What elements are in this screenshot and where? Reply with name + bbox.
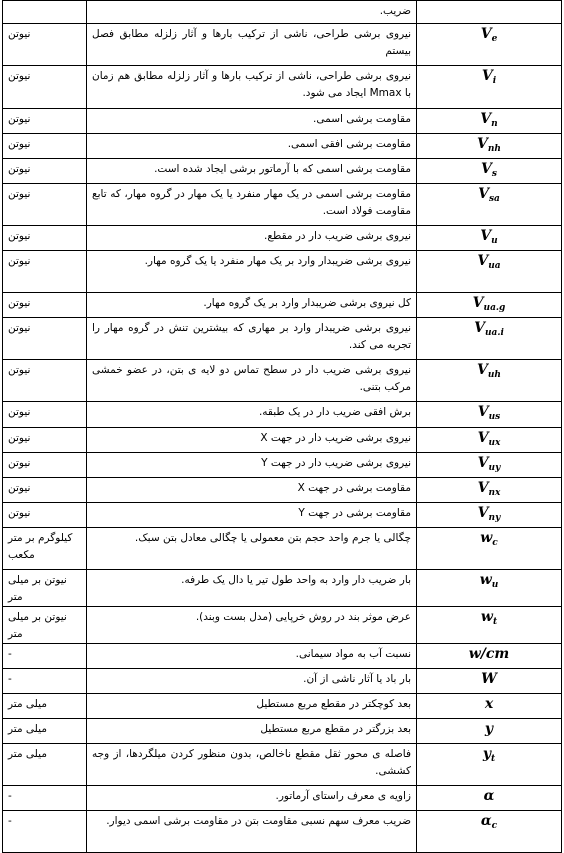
table-row bbox=[3, 318, 562, 360]
table-row bbox=[3, 293, 562, 318]
symbol-main: V bbox=[472, 295, 484, 312]
description-cell: مقاومت برشی اسمی که با آرماتور برشی ایجاد شده است. bbox=[87, 159, 417, 184]
symbol-subscript: ny bbox=[488, 512, 501, 523]
symbol-main: V bbox=[477, 454, 489, 471]
symbol-main: y bbox=[482, 746, 491, 763]
symbol-subscript: us bbox=[488, 412, 501, 423]
description-cell: نیروی برشی ضریبدار وارد بر مهاری که بیشترین تنش در گروه مهار را تجربه می کند. bbox=[87, 318, 417, 360]
unit-cell bbox=[3, 1, 87, 24]
description-cell: بار باد یا آثار ناشی از آن. bbox=[87, 669, 417, 694]
symbol-main: V bbox=[480, 26, 492, 42]
symbol-main: V bbox=[477, 253, 489, 270]
symbol-subscript: n bbox=[491, 119, 498, 130]
symbol-subscript: ua.i bbox=[484, 328, 504, 339]
table-row bbox=[3, 643, 562, 668]
table-row bbox=[3, 226, 562, 251]
description-cell: ضریب. bbox=[87, 1, 417, 24]
unit-cell: نیوتن bbox=[3, 134, 87, 159]
description-cell: مقاومت برشی اسمی در یک مهار منفرد یا یک مهار در گروه مهار، که تابع مقاومت فولاد است. bbox=[87, 184, 417, 226]
symbol-cell bbox=[417, 811, 562, 853]
unit-cell: نیوتن bbox=[3, 477, 87, 502]
symbol-main: V bbox=[477, 136, 488, 153]
symbol-subscript: uy bbox=[488, 462, 501, 473]
symbol-cell bbox=[417, 669, 562, 694]
table-row bbox=[3, 159, 562, 184]
symbol-subscript: ua bbox=[488, 261, 501, 272]
symbol-main: w/cm bbox=[468, 645, 510, 662]
table-row bbox=[3, 786, 562, 811]
description-cell: فاصله ی محور ثقل مقطع ناخالص، بدون منظور کردن میلگردها، از وجه کششی. bbox=[87, 744, 417, 786]
symbol-subscript: nh bbox=[487, 144, 501, 155]
symbol-main: V bbox=[477, 504, 489, 521]
table-row bbox=[3, 427, 562, 452]
symbol-main: w bbox=[480, 529, 493, 546]
symbol-subscript: nx bbox=[488, 487, 501, 498]
symbol-main: V bbox=[477, 429, 489, 446]
description-cell: چگالی یا جرم واحد حجم بتن معمولی یا چگالی معادل بتن سبک. bbox=[87, 527, 417, 569]
symbol-main: w bbox=[480, 608, 493, 625]
unit-cell: نیوتن bbox=[3, 24, 87, 66]
symbol-cell bbox=[417, 643, 562, 668]
description-cell: ضریب معرف سهم نسبی مقاومت بتن در مقاومت برشی اسمی دیوار. bbox=[87, 811, 417, 853]
symbol-subscript: s bbox=[491, 169, 497, 180]
table-row bbox=[3, 134, 562, 159]
description-cell: بار ضریب دار وارد به واحد طول تیر یا دال یک طرفه. bbox=[87, 569, 417, 606]
unit-cell: میلی متر bbox=[3, 744, 87, 786]
table-row bbox=[3, 811, 562, 853]
table-row bbox=[3, 360, 562, 402]
symbol-subscript: t bbox=[492, 617, 498, 628]
unit-cell: نیوتن بر میلی متر bbox=[3, 569, 87, 606]
symbol-cell bbox=[417, 427, 562, 452]
table-row bbox=[3, 184, 562, 226]
unit-cell: نیوتن bbox=[3, 502, 87, 527]
table-row bbox=[3, 109, 562, 134]
table-row bbox=[3, 502, 562, 527]
unit-cell: - bbox=[3, 669, 87, 694]
table-row bbox=[3, 669, 562, 694]
unit-cell: نیوتن bbox=[3, 402, 87, 427]
symbol-main: V bbox=[480, 228, 492, 245]
unit-cell: نیوتن bbox=[3, 251, 87, 293]
description-cell: عرض موثر بند در روش خرپایی (مدل بست وبند). bbox=[87, 606, 417, 643]
symbol-cell bbox=[417, 527, 562, 569]
symbol-cell bbox=[417, 786, 562, 811]
symbol-main: V bbox=[474, 320, 485, 337]
description-cell: نیروی برشی ضریب دار در جهت Y bbox=[87, 452, 417, 477]
symbol-subscript: sa bbox=[488, 194, 500, 205]
table-row bbox=[3, 66, 562, 109]
unit-cell: نیوتن bbox=[3, 452, 87, 477]
description-cell: نیروی برشی ضریب دار در جهت X bbox=[87, 427, 417, 452]
symbol-cell bbox=[417, 159, 562, 184]
symbol-subscript: e bbox=[491, 34, 498, 45]
unit-cell: نیوتن bbox=[3, 293, 87, 318]
table-row bbox=[3, 719, 562, 744]
table-row bbox=[3, 452, 562, 477]
symbol-main: V bbox=[478, 186, 489, 203]
description-cell: بعد کوچکتر در مقطع مربع مستطیل bbox=[87, 694, 417, 719]
symbol-cell bbox=[417, 502, 562, 527]
symbol-main: α bbox=[480, 813, 492, 830]
table-row bbox=[3, 569, 562, 606]
symbol-cell bbox=[417, 569, 562, 606]
table-row bbox=[3, 744, 562, 786]
symbol-cell bbox=[417, 606, 562, 643]
symbol-subscript: ua.g bbox=[483, 303, 506, 314]
symbol-main: w bbox=[479, 571, 492, 588]
table-row bbox=[3, 24, 562, 66]
symbol-cell bbox=[417, 66, 562, 109]
symbol-cell bbox=[417, 402, 562, 427]
symbol-subscript: u bbox=[491, 236, 498, 247]
symbol-main: α bbox=[483, 788, 495, 805]
symbol-cell bbox=[417, 744, 562, 786]
symbol-main: V bbox=[481, 68, 493, 84]
unit-cell: نیوتن bbox=[3, 360, 87, 402]
symbol-main: V bbox=[477, 362, 488, 379]
symbol-subscript: t bbox=[490, 754, 496, 765]
table-row bbox=[3, 477, 562, 502]
description-cell: کل نیروی برشی ضریبدار وارد بر یک گروه مهار. bbox=[87, 293, 417, 318]
description-cell: نیروی برشی طراحی، ناشی از ترکیب بارها و آثار زلزله مطابق هم زمان با Mmax ایجاد می شود. bbox=[87, 66, 417, 109]
unit-cell: نیوتن bbox=[3, 109, 87, 134]
unit-cell: نیوتن بر میلی متر bbox=[3, 606, 87, 643]
symbol-cell bbox=[417, 184, 562, 226]
unit-cell: نیوتن bbox=[3, 159, 87, 184]
unit-cell: کیلوگرم بر متر مکعب bbox=[3, 527, 87, 569]
symbol-subscript: c bbox=[491, 821, 498, 832]
unit-cell: نیوتن bbox=[3, 427, 87, 452]
unit-cell: - bbox=[3, 643, 87, 668]
description-cell: نیروی برشی ضریب دار در مقطع. bbox=[87, 226, 417, 251]
symbol-cell bbox=[417, 134, 562, 159]
unit-cell: نیوتن bbox=[3, 226, 87, 251]
unit-cell: - bbox=[3, 811, 87, 853]
table-row bbox=[3, 402, 562, 427]
table-row bbox=[3, 527, 562, 569]
symbol-main: y bbox=[484, 721, 494, 738]
symbol-cell bbox=[417, 452, 562, 477]
symbol-main: V bbox=[480, 111, 492, 127]
description-cell: نیروی برشی ضریب دار در سطح تماس دو لایه ی بتن، در عضو خمشی مرکب بتنی. bbox=[87, 360, 417, 402]
symbol-main: V bbox=[481, 161, 492, 178]
symbol-main: V bbox=[477, 479, 489, 496]
symbol-cell bbox=[417, 109, 562, 134]
symbol-main: x bbox=[484, 696, 494, 713]
symbol-cell bbox=[417, 694, 562, 719]
description-cell: مقاومت برشی افقی اسمی. bbox=[87, 134, 417, 159]
description-cell: زاویه ی معرف راستای آرماتور. bbox=[87, 786, 417, 811]
description-cell: برش افقی ضریب دار در یک طبقه. bbox=[87, 402, 417, 427]
unit-cell: میلی متر bbox=[3, 694, 87, 719]
table-row bbox=[3, 606, 562, 643]
symbol-subscript: ux bbox=[488, 437, 501, 448]
unit-cell: - bbox=[3, 786, 87, 811]
description-cell: نسبت آب به مواد سیمانی. bbox=[87, 643, 417, 668]
symbol-cell bbox=[417, 251, 562, 293]
description-cell: مقاومت برشی اسمی. bbox=[87, 109, 417, 134]
description-cell: مقاومت برشی در جهت X bbox=[87, 477, 417, 502]
unit-cell: نیوتن bbox=[3, 66, 87, 109]
symbol-subscript: c bbox=[492, 538, 498, 549]
symbol-subscript: u bbox=[491, 580, 499, 591]
symbol-cell bbox=[417, 1, 562, 24]
symbol-subscript: i bbox=[492, 76, 497, 87]
table-row bbox=[3, 1, 562, 24]
symbol-main: W bbox=[481, 671, 497, 688]
unit-cell: میلی متر bbox=[3, 719, 87, 744]
table-row bbox=[3, 251, 562, 293]
unit-cell: نیوتن bbox=[3, 184, 87, 226]
symbols-table bbox=[2, 0, 562, 853]
symbol-cell bbox=[417, 477, 562, 502]
unit-cell: نیوتن bbox=[3, 318, 87, 360]
symbol-cell bbox=[417, 318, 562, 360]
symbol-main: V bbox=[477, 404, 489, 421]
symbol-cell bbox=[417, 24, 562, 66]
description-cell: بعد بزرگتر در مقطع مربع مستطیل bbox=[87, 719, 417, 744]
symbol-cell bbox=[417, 293, 562, 318]
description-cell: نیروی برشی ضریبدار وارد بر یک مهار منفرد یا یک گروه مهار. bbox=[87, 251, 417, 293]
description-cell: نیروی برشی طراحی، ناشی از ترکیب بارها و آثار زلزله مطابق فصل بیستم bbox=[87, 24, 417, 66]
description-cell: مقاومت برشی در جهت Y bbox=[87, 502, 417, 527]
symbol-cell bbox=[417, 719, 562, 744]
symbol-cell bbox=[417, 360, 562, 402]
symbol-subscript: uh bbox=[487, 370, 501, 381]
symbol-cell bbox=[417, 226, 562, 251]
table-row bbox=[3, 694, 562, 719]
